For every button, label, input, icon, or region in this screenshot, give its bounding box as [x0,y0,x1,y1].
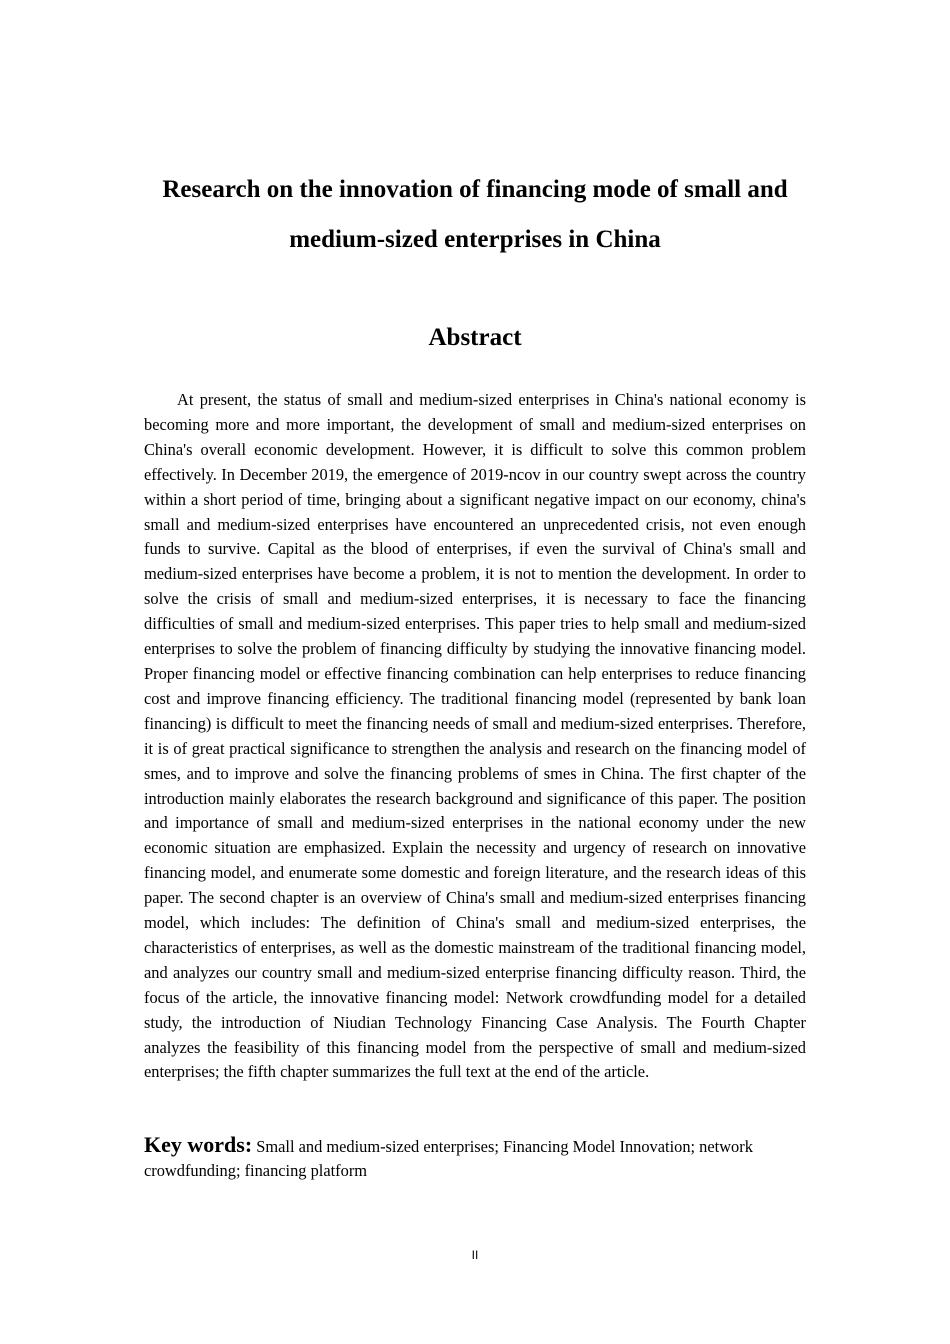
keywords-paragraph [144,1133,806,1183]
page-number: II [471,1248,479,1262]
paper-title-line-2: medium-sized enterprises in China [289,226,661,253]
abstract-body: At present, the status of small and medium-sized enterprises in China's national economy is becoming more and more important, the development of small and medium-sized enterprises on China's overall economic development. However, it is difficult to solve this common problem effectively. In December 2019, the emergence of 2019-ncov in our country swept across the country within a short period of time, bringing about a significant negative impact on our economy, china's small and medium-sized enterprises have encountered an unprecedented crisis, not even enough funds to survive. Capital as the blood of enterprises, if even the survival of China's small and medium-sized enterprises have become a problem, it is not to mention the development. In order to solve the crisis of small and medium-sized enterprises, it is necessary to face the financing difficulties of small and medium-sized enterprises. This paper tries to help small and medium-sized enterprises to solve the problem of financing difficulty by studying the innovative financing model. Proper financing model or effective financing combination can help enterprises to reduce financing cost and improve financing efficiency. The traditional financing model (represented by bank loan financing) is difficult to meet the financing needs of small and medium-sized enterprises. Therefore, it is of great practical significance to strengthen the analysis and research on the financing model of smes, and to improve and solve the financing problems of smes in China. The first chapter of the introduction mainly elaborates the research background and significance of this paper. The position and importance of small and medium-sized enterprises in the national economy under the new economic situation are emphasized. Explain the necessity and urgency of research on innovative financing model, and enumerate some domestic and foreign literature, and the research ideas of this paper. The second chapter is an overview of China's small and medium-sized enterprises financing model, which includes: The definition of China's small and medium-sized enterprises, the characteristics of enterprises, as well as the domestic mainstream of the traditional financing model, and analyzes our country small and medium-sized enterprise financing difficulty reason. Third, the focus of the article, the innovative financing model: Network crowdfunding model for a detailed study, the introduction of Niudian Technology Financing Case Analysis. The Fourth Chapter analyzes the feasibility of this financing model from the perspective of small and medium-sized enterprises; the fifth chapter summarizes the full text at the end of the article. [144,390,806,1082]
paper-title-line-1: Research on the innovation of financing mode of small and [162,176,788,203]
abstract-heading: Abstract [428,324,522,351]
paper-title [130,165,820,265]
keywords-text: Small and medium-sized enterprises; Financing Model Innovation; network crowdfunding; financing platform [144,1137,753,1180]
keywords-label: Key words: [144,1132,253,1157]
